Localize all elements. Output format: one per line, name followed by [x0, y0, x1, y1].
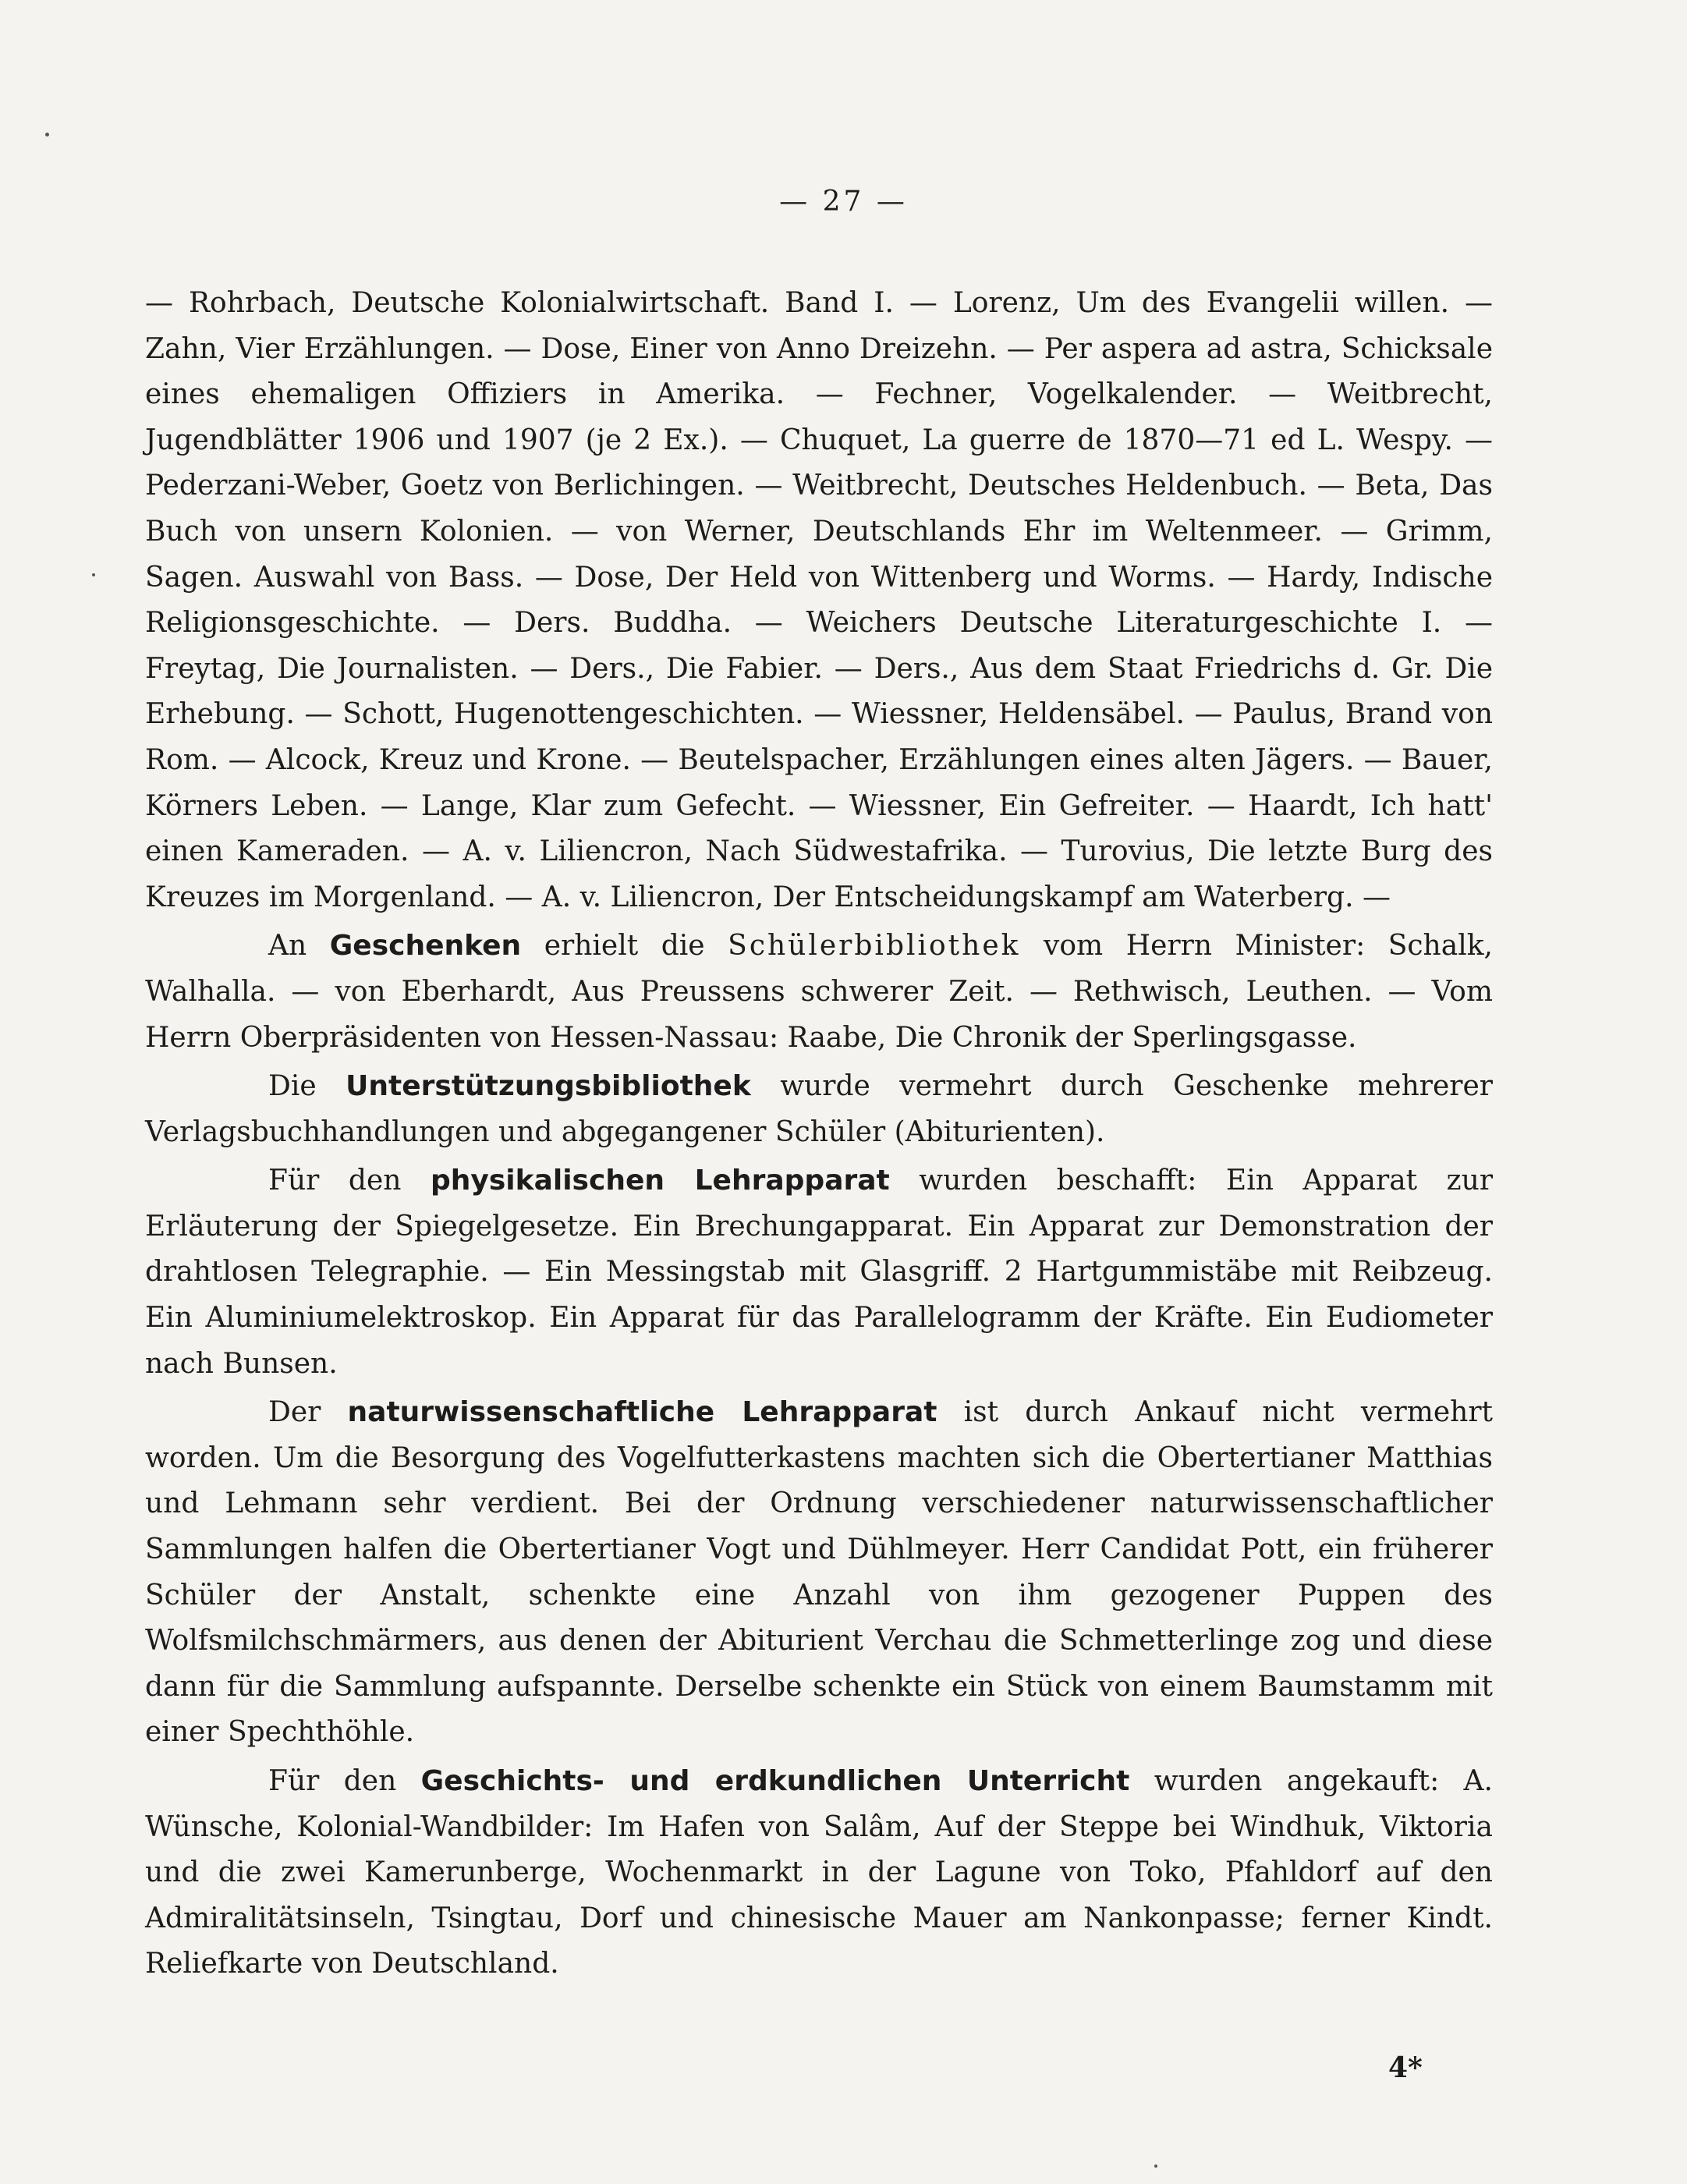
book-list-paragraph: — Rohrbach, Deutsche Kolonialwirtschaft. Band I. — Lorenz, Um des Evangelii willen. — Zahn, Vier Erzählungen. — Dose, Einer von Anno Dreizehn. — Per aspera ad astra, Schicksale eines ehemaligen Offiziers in Amerika. — Fechner, Vogelkalender. — Weitbrecht, Jugendblätter 1906 und 1907 (je 2 Ex.). — Chuquet, La guerre de 1870—71 ed L. Wespy. — Pederzani-Weber, Goetz von Berlichingen. — Weitbrecht, Deutsches Heldenbuch. — Beta, Das Buch von unsern Kolonien. — von Werner, Deutschlands Ehr im Weltenmeer. — Grimm, Sagen. Auswahl von Bass. — Dose, Der Held von Wittenberg und Worms. — Hardy, Indische Religionsgeschichte. — Ders. Buddha. — Weichers Deutsche Literaturgeschichte I. — Freytag, Die Journalisten. — Ders., Die Fabier. — Ders., Aus dem Staat Friedrichs d. Gr. Die Erhebung. — Schott, Hugenottengeschichten. — Wiessner, Heldensäbel. — Paulus, Brand von Rom. — Alcock, Kreuz und Krone. — Beutelspacher, Erzählungen eines alten Jägers. — Bauer, Körners Leben. — Lange, Klar zum Gefecht. — Wiessner, Ein Gefreiter. — Haardt, Ich hatt' einen Kameraden. — A. v. Liliencron, Nach Südwestafrika. — Turovius, Die letzte Burg des Kreuzes im Morgenland. — A. v. Liliencron, Der Entscheidungskampf am Waterberg. —	[145, 287, 1493, 913]
history-heading: Geschichts- und erdkundlichen Unterricht	[420, 1765, 1130, 1797]
gifts-mid: erhielt die	[521, 930, 728, 963]
page-body	[145, 281, 1493, 1991]
history-paragraph	[145, 1759, 1493, 1987]
support-library-intro: Die	[268, 1070, 346, 1103]
history-rest: wurden angekauft: A. Wünsche, Kolonial-Wandbilder: Im Hafen von Salâm, Auf der Steppe bei Windhuk, Viktoria und die zwei Kamerunberge, Wochenmarkt in der Lagune von Toko, Pfahldorf auf den Admiralitätsinseln, Tsingtau, Dorf und chinesische Mauer am Nankonpasse; ferner Kindt. Reliefkarte von Deutschland.	[145, 1765, 1493, 1980]
scan-speck	[45, 133, 49, 136]
physics-paragraph	[145, 1158, 1493, 1387]
scan-speck	[92, 573, 95, 576]
natural-science-intro: Der	[268, 1396, 348, 1429]
gifts-heading: Geschenken	[329, 930, 522, 963]
gifts-paragraph	[145, 924, 1493, 1061]
gifts-library: Schülerbibliothek	[728, 930, 1021, 963]
page-number: — 27 —	[779, 186, 908, 218]
support-library-paragraph	[145, 1064, 1493, 1155]
physics-heading: physikalischen Lehrapparat	[431, 1165, 890, 1197]
sheet-signature-mark: 4*	[1388, 2051, 1423, 2084]
support-library-heading: Unterstützungsbibliothek	[346, 1070, 751, 1103]
natural-science-heading: naturwissenschaftliche Lehrapparat	[347, 1396, 937, 1429]
physics-intro: Für den	[268, 1165, 431, 1197]
scan-speck	[1154, 2164, 1157, 2168]
support-library-rest: wurde vermehrt durch Geschenke mehrerer Verlagsbuchhandlungen und abgegangener Schüler (Abiturienten).	[145, 1070, 1493, 1148]
natural-science-rest: ist durch Ankauf nicht vermehrt worden. Um die Besorgung des Vogelfutterkastens machten sich die Obertertianer Matthias und Lehmann sehr verdient. Bei der Ordnung verschiedener naturwissenschaftlicher Sammlungen halfen die Obertertianer Vogt und Dühlmeyer. Herr Candidat Pott, ein früherer Schüler der Anstalt, schenkte eine Anzahl von ihm gezogener Puppen des Wolfsmilchschmärmers, aus denen der Abiturient Verchau die Schmetterlinge zog und diese dann für die Sammlung aufspannte. Derselbe schenkte ein Stück von einem Baumstamm mit einer Spechthöhle.	[145, 1396, 1494, 1749]
history-intro: Für den	[268, 1765, 421, 1797]
physics-rest: wurden beschafft: Ein Apparat zur Erläuterung der Spiegelgesetze. Ein Brechungapparat. Ein Apparat zur Demonstration der drahtlosen Telegraphie. — Ein Messingstab mit Glasgriff. 2 Hartgummistäbe mit Reibzeug. Ein Aluminiumelektroskop. Ein Apparat für das Parallelogramm der Kräfte. Ein Eudiometer nach Bunsen.	[145, 1165, 1494, 1380]
gifts-rest: vom Herrn Minister: Schalk, Walhalla. — von Eberhardt, Aus Preussens schwerer Zeit. — Rethwisch, Leuthen. — Vom Herrn Oberpräsidenten von Hessen-Nassau: Raabe, Die Chronik der Sperlingsgasse.	[145, 930, 1493, 1054]
natural-science-paragraph	[145, 1390, 1493, 1756]
gifts-intro: An	[268, 930, 330, 963]
